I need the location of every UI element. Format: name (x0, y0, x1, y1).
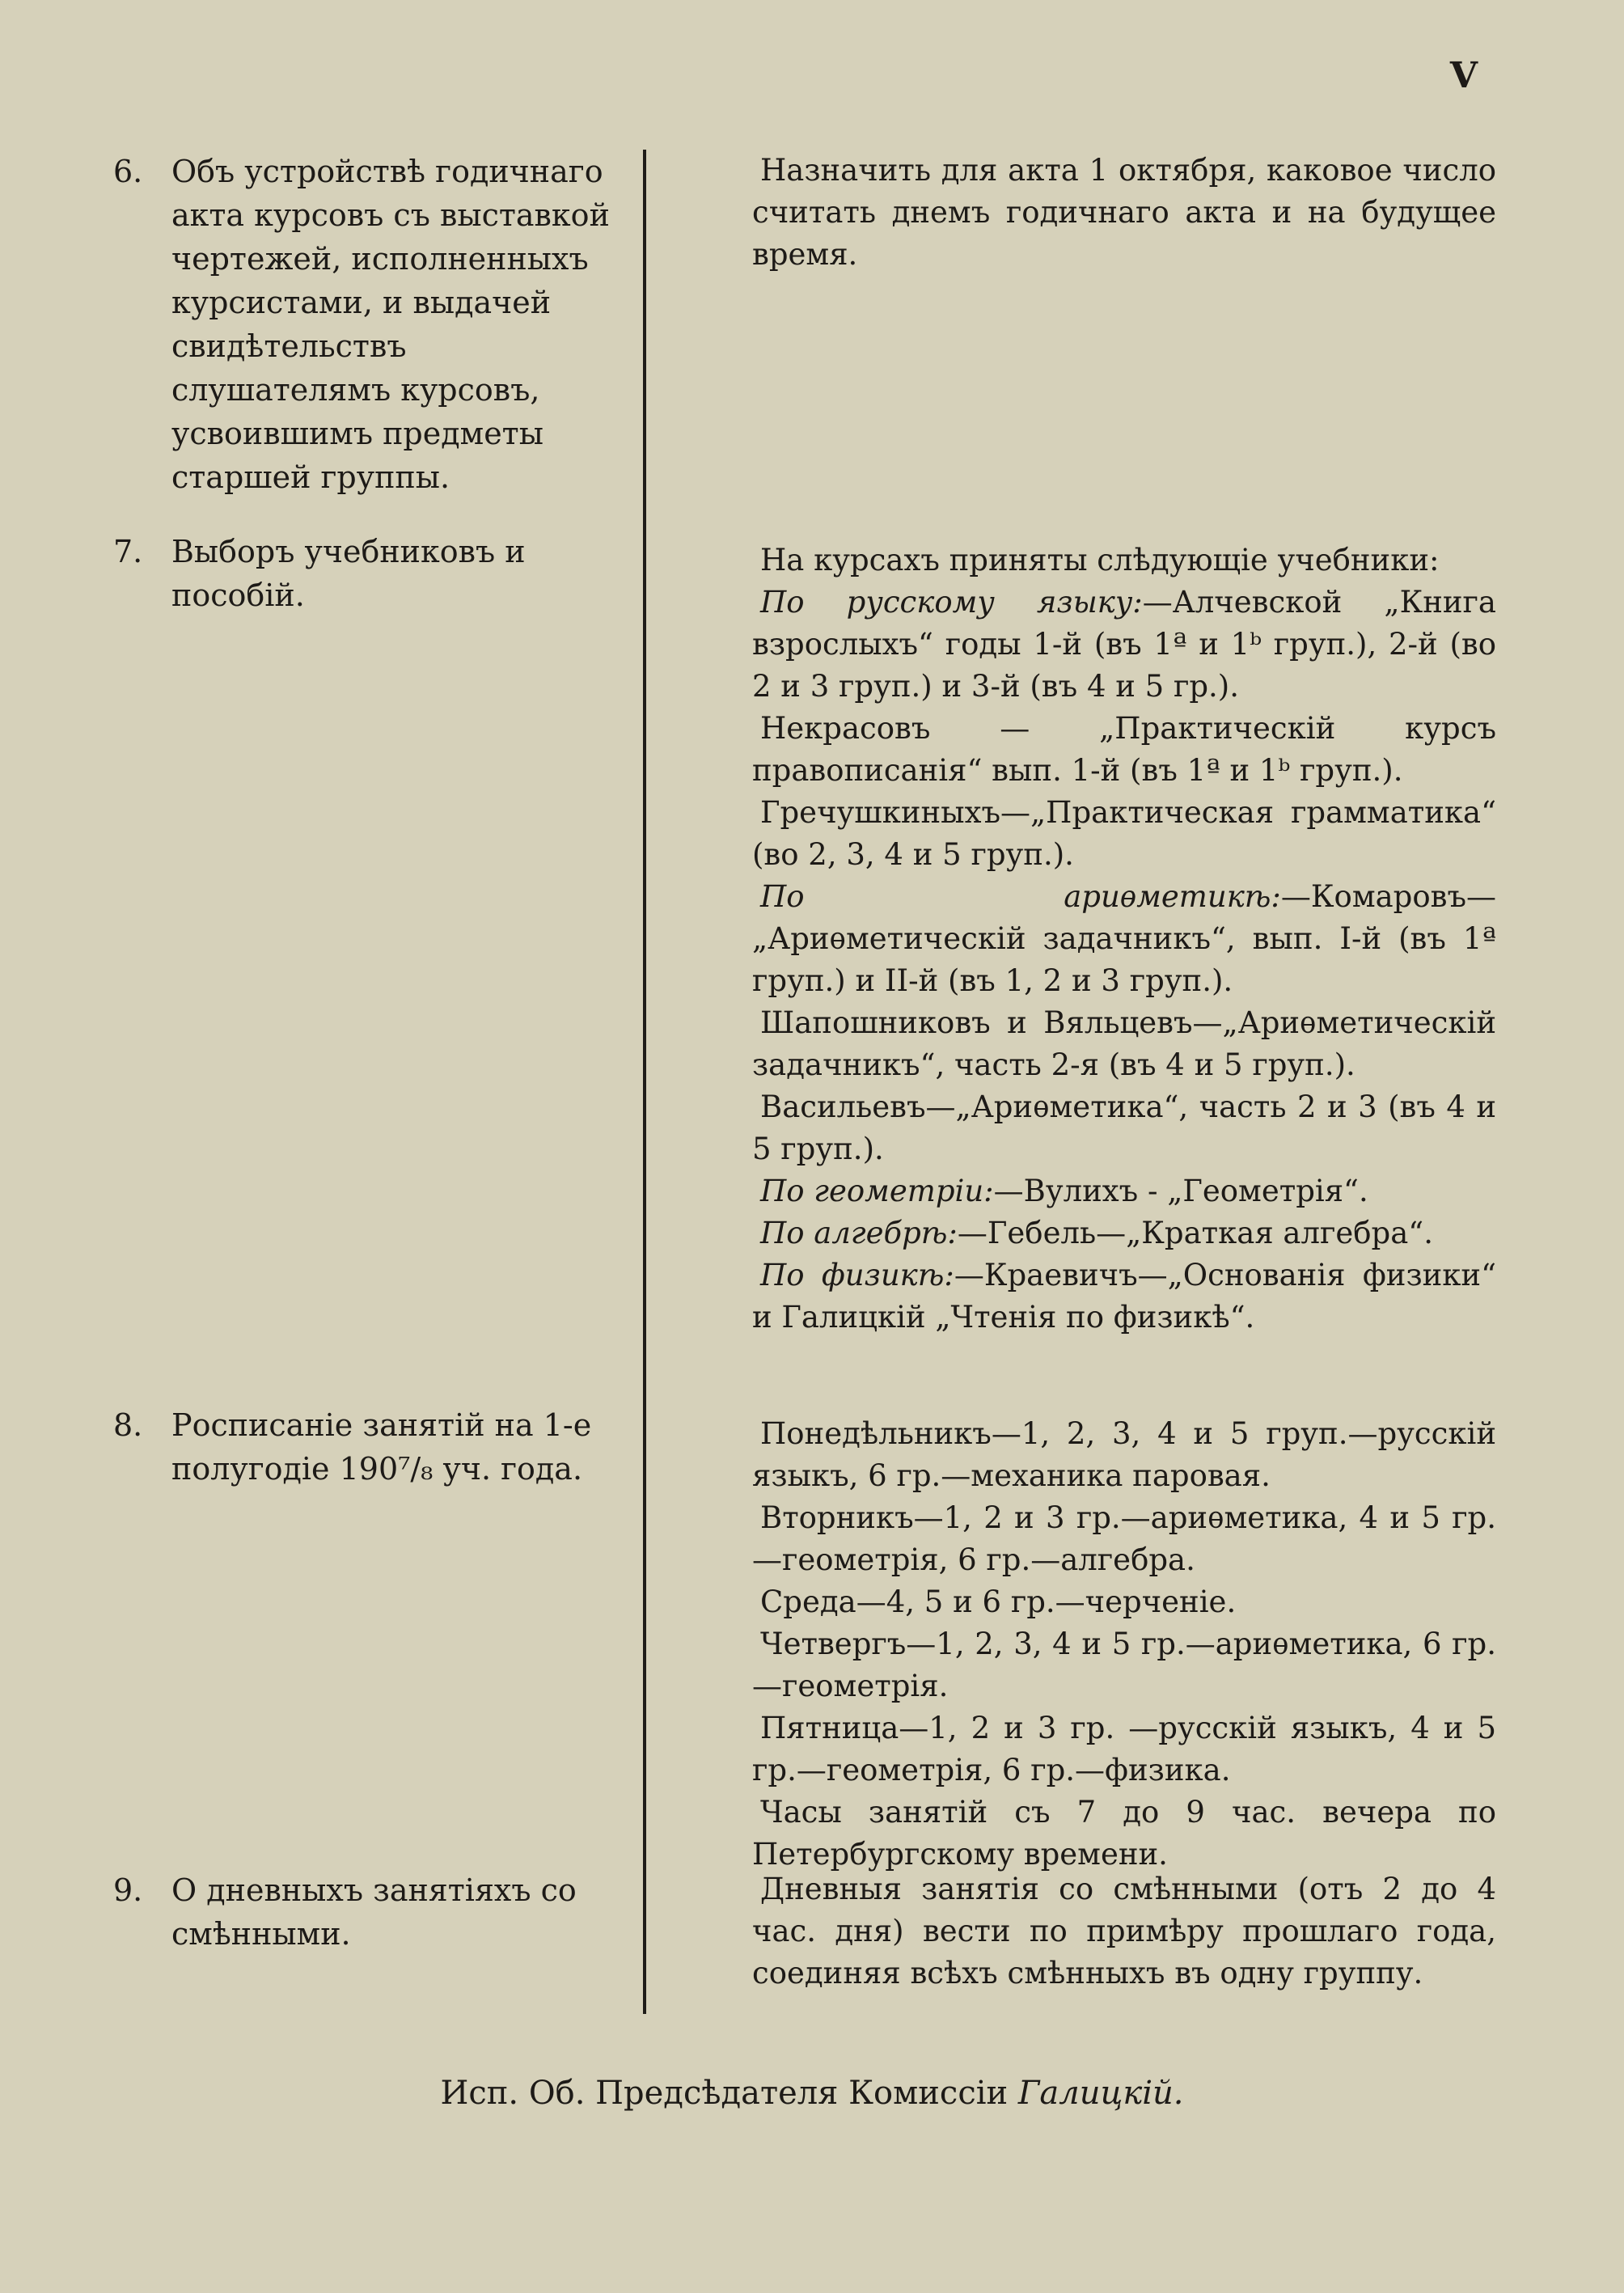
item-number: 9. (113, 1872, 143, 1908)
item-8-topic-block (113, 1403, 611, 1491)
column-divider (643, 150, 646, 2014)
item-7-textbooks-block (752, 539, 1496, 1339)
subject-russian: По русскому языку: (760, 585, 1143, 620)
item-8-schedule-block (752, 1413, 1496, 1876)
schedule-thursday: Четвергъ—1, 2, 3, 4 и 5 гр.—ариѳметика, 6 гр.—геометрія. (752, 1627, 1496, 1703)
item-number: 6. (113, 154, 143, 189)
textbooks-geometry (752, 1170, 1496, 1212)
textbooks-russian-1 (752, 582, 1496, 708)
schedule-hours: Часы занятій съ 7 до 9 час. вечера по Петербургскому времени. (752, 1795, 1496, 1872)
textbook-arith-1: —Комаровъ—„Ариѳметическій задачникъ“, вып. I-й (въ 1ª груп.) и II-й (въ 1, 2 и 3 груп.). (752, 879, 1496, 998)
item-topic: Объ устройствѣ годичнаго акта курсовъ съ выставкой чертежей, исполненныхъ курсистами, и выдачей свидѣтельствъ слушателямъ курсовъ, усвоившимъ предметы старшей группы. (171, 154, 610, 495)
textbooks-intro: На курсахъ приняты слѣдующіе учебники: (760, 543, 1440, 577)
schedule-monday: Понедѣльникъ—1, 2, 3, 4 и 5 груп.—русскій языкъ, 6 гр.—механика паровая. (752, 1416, 1496, 1493)
textbook-algebra: —Гебель—„Краткая алгебра“. (957, 1216, 1433, 1250)
textbooks-arith-1 (752, 876, 1496, 1002)
signature-prefix: Исп. Об. Предсѣдателя Комиссіи (440, 2075, 1009, 2112)
textbooks-russian-2: Некрасовъ — „Практическій курсъ правописанія“ вып. 1-й (въ 1ª и 1ᵇ груп.). (752, 711, 1496, 788)
item-topic: Росписаніе занятій на 1-е полугодіе 190⁷/₈ уч. года. (171, 1407, 592, 1487)
item-number: 7. (113, 534, 143, 569)
textbook-geometry: —Вулихъ - „Геометрія“. (993, 1174, 1368, 1208)
item-topic: Выборъ учебниковъ и пособій. (171, 534, 526, 613)
item-9-topic-block (113, 1868, 611, 1956)
item-decision: Дневныя занятія со смѣнными (отъ 2 до 4 час. дня) вести по примѣру прошлаго года, соединяя всѣхъ смѣнныхъ въ одну группу. (752, 1872, 1496, 1991)
schedule-friday: Пятница—1, 2 и 3 гр. —русскій языкъ, 4 и 5 гр.—геометрія, 6 гр.—физика. (752, 1711, 1496, 1787)
subject-physics: По физикѣ: (760, 1258, 954, 1292)
textbooks-russian-3: Гречушкиныхъ—„Практическая грамматика“ (во 2, 3, 4 и 5 груп.). (752, 795, 1496, 872)
subject-algebra: По алгебрѣ: (760, 1216, 958, 1250)
textbooks-physics (752, 1254, 1496, 1339)
textbooks-arith-3: Васильевъ—„Ариѳметика“, часть 2 и 3 (въ 4 и 5 груп.). (752, 1089, 1496, 1166)
signature-name: Галицкій. (1017, 2075, 1184, 2112)
textbooks-algebra (752, 1212, 1496, 1254)
item-7-topic-block (113, 530, 611, 617)
item-6-topic-block (113, 150, 611, 499)
item-topic: О дневныхъ занятіяхъ со смѣнными. (171, 1872, 577, 1952)
item-9-decision-block (752, 1868, 1496, 1995)
textbooks-arith-2: Шапошниковъ и Вяльцевъ—„Ариѳметическій задачникъ“, часть 2-я (въ 4 и 5 груп.). (752, 1005, 1496, 1082)
item-number: 8. (113, 1407, 143, 1443)
schedule-tuesday: Вторникъ—1, 2 и 3 гр.—ариѳметика, 4 и 5 гр.—геометрія, 6 гр.—алгебра. (752, 1500, 1496, 1577)
page-number: V (1449, 55, 1478, 96)
item-decision: Назначить для акта 1 октября, каковое число считать днемъ годичнаго акта и на будущее время. (752, 153, 1496, 272)
textbook-physics: —Краевичъ—„Основанія физики“ и Галицкій „Чтенія по физикѣ“. (752, 1258, 1496, 1335)
subject-arithmetic: По ариѳметикѣ: (760, 879, 1281, 914)
textbook-russian-1: —Алчевской „Книга взрослыхъ“ годы 1-й (въ 1ª и 1ᵇ груп.), 2-й (во 2 и 3 груп.) и 3-й (въ 4 и 5 гр.). (752, 585, 1496, 704)
schedule-wednesday: Среда—4, 5 и 6 гр.—черченіе. (760, 1584, 1237, 1619)
subject-geometry: По геометріи: (760, 1174, 994, 1208)
item-6-decision-block (752, 150, 1496, 276)
signature-line (0, 2071, 1624, 2116)
